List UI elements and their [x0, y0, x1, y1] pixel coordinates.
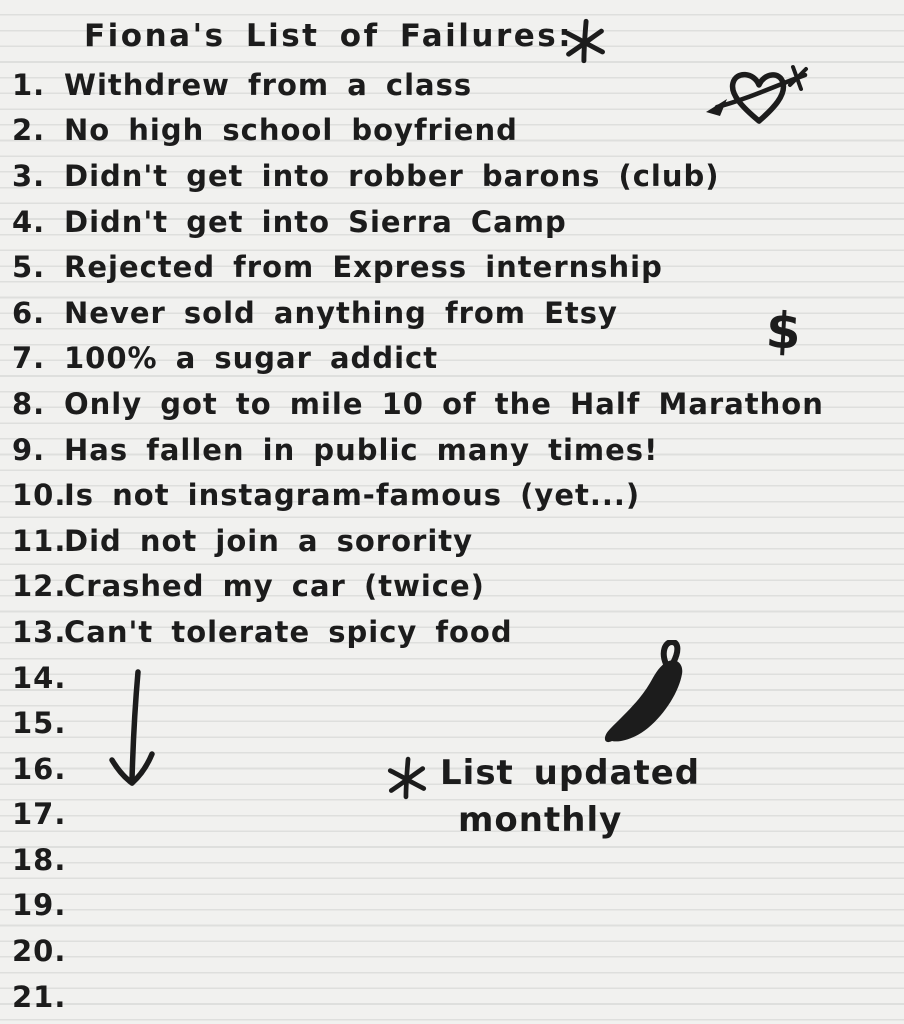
list-item [12, 792, 892, 838]
list-item [12, 609, 892, 655]
item-text: Withdrew from a class [64, 67, 473, 102]
page-title: Fiona's List of Failures: [84, 18, 574, 54]
item-number: 19. [12, 888, 67, 923]
failures-list [12, 62, 892, 1019]
asterisk-icon [563, 18, 607, 64]
footnote-text-line2: monthly [458, 800, 623, 840]
item-number: 4. [12, 204, 46, 239]
item-number: 3. [12, 158, 46, 193]
item-number: 20. [12, 934, 67, 969]
dollar-sign: $ [764, 301, 804, 361]
item-number: 17. [12, 797, 67, 832]
item-text: No high school boyfriend [64, 113, 518, 148]
item-text: Only got to mile 10 of the Half Marathon [64, 386, 824, 421]
heart-with-arrow-icon [703, 62, 815, 132]
item-number: 15. [12, 706, 67, 741]
footnote-asterisk-icon [386, 756, 428, 800]
item-text: Rejected from Express internship [64, 250, 663, 285]
list-item [12, 290, 892, 336]
list-item [12, 518, 892, 564]
item-number: 21. [12, 979, 67, 1014]
list-item [12, 381, 892, 427]
item-number: 18. [12, 842, 67, 877]
list-item [12, 974, 892, 1020]
list-item [12, 883, 892, 929]
list-item [12, 153, 892, 199]
down-arrow-icon [102, 668, 160, 788]
item-text: Never sold anything from Etsy [64, 295, 618, 330]
list-item [12, 244, 892, 290]
item-number: 8. [12, 386, 46, 421]
list-item [12, 837, 892, 883]
item-number: 10. [12, 478, 67, 513]
item-number: 7. [12, 341, 46, 376]
list-item [12, 336, 892, 382]
item-text: Did not join a sorority [64, 523, 474, 558]
item-number: 11. [12, 523, 67, 558]
item-text: 100% a sugar addict [64, 341, 439, 376]
item-number: 16. [12, 751, 67, 786]
chili-pepper-icon [602, 640, 702, 748]
list-item [12, 928, 892, 974]
list-item [12, 564, 892, 610]
item-number: 6. [12, 295, 46, 330]
item-number: 9. [12, 432, 46, 467]
item-text: Is not instagram-famous (yet...) [64, 478, 641, 513]
footnote-text-line1: List updated [440, 753, 701, 793]
list-item [12, 199, 892, 245]
item-text: Can't tolerate spicy food [64, 614, 513, 649]
item-number: 13. [12, 614, 67, 649]
item-number: 12. [12, 569, 67, 604]
item-text: Has fallen in public many times! [64, 432, 659, 467]
item-text: Didn't get into Sierra Camp [64, 204, 567, 239]
item-number: 5. [12, 250, 46, 285]
item-text: Crashed my car (twice) [64, 569, 485, 604]
item-number: 1. [12, 67, 46, 102]
list-item [12, 472, 892, 518]
item-number: 14. [12, 660, 67, 695]
item-text: Didn't get into robber barons (club) [64, 158, 720, 193]
list-item [12, 427, 892, 473]
item-number: 2. [12, 113, 46, 148]
